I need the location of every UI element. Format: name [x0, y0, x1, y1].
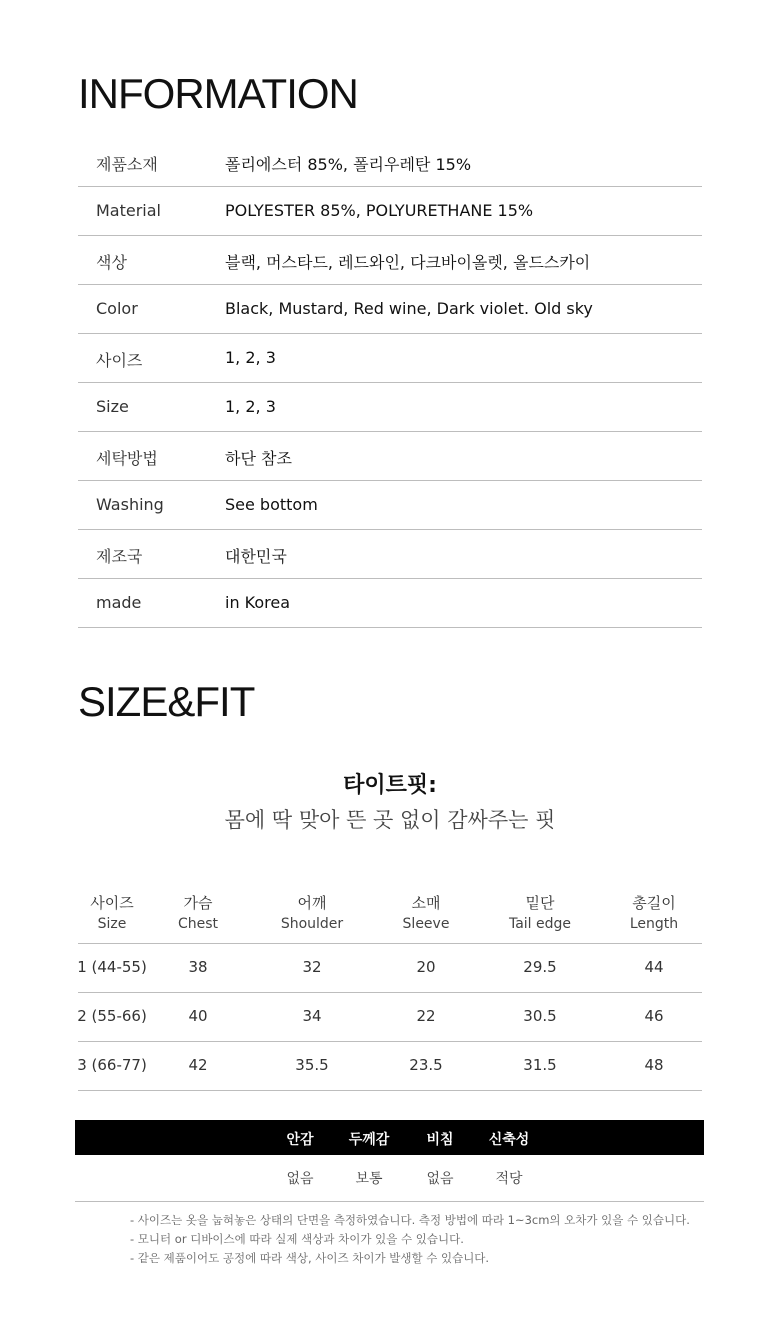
info-value: 1, 2, 3	[225, 348, 276, 367]
info-key: 색상	[96, 253, 127, 272]
info-key: 사이즈	[96, 351, 143, 370]
size-notes	[130, 1212, 690, 1269]
info-value: 대한민국	[225, 547, 287, 566]
info-key: Material	[96, 201, 161, 220]
property-label-stretch: 신축성	[488, 1132, 530, 1148]
note-line: - 사이즈는 옷을 눕혀놓은 상태의 단면을 측정하였습니다. 측정 방법에 따라 1~3cm의 오차가 있을 수 있습니다.	[130, 1213, 690, 1227]
info-row-material-en	[78, 187, 702, 236]
table-cell: 30.5	[523, 1007, 557, 1025]
col-header-kr: 소매	[411, 894, 441, 912]
col-header-en: Chest	[177, 916, 219, 932]
table-cell: 20	[416, 958, 436, 976]
col-header-kr: 가슴	[183, 894, 213, 912]
info-row-size-kr	[78, 334, 702, 383]
col-header-kr: 어깨	[297, 894, 327, 912]
info-value: 하단 참조	[225, 449, 292, 468]
size-table-header	[78, 886, 702, 944]
size-table	[78, 886, 702, 1091]
info-key: made	[96, 593, 142, 612]
table-cell: 2 (55-66)	[77, 1007, 147, 1025]
table-cell: 40	[188, 1007, 208, 1025]
info-key: Color	[96, 299, 138, 318]
info-key: Washing	[96, 495, 164, 514]
table-cell: 46	[644, 1007, 664, 1025]
table-cell: 48	[644, 1056, 664, 1074]
info-row-color-kr	[78, 236, 702, 285]
info-row-origin-kr	[78, 530, 702, 579]
fit-heading: 타이트핏:	[343, 773, 437, 798]
info-key: 세탁방법	[96, 449, 158, 468]
col-header-en: Sleeve	[402, 916, 450, 932]
table-cell: 38	[188, 958, 208, 976]
information-title: INFORMATION	[78, 70, 358, 117]
information-table	[78, 138, 702, 628]
property-label-lining: 안감	[286, 1132, 314, 1148]
table-cell: 22	[416, 1007, 436, 1025]
info-value: See bottom	[225, 495, 318, 514]
note-line: - 같은 제품이어도 공정에 따라 색상, 사이즈 차이가 발생할 수 있습니다.	[130, 1251, 490, 1265]
fabric-properties-values	[75, 1155, 704, 1202]
info-key: 제조국	[96, 547, 143, 566]
table-cell: 3 (66-77)	[77, 1056, 147, 1074]
col-header-en: Shoulder	[280, 916, 344, 932]
info-row-washing-en	[78, 481, 702, 530]
col-header-kr: 사이즈	[90, 894, 134, 912]
fabric-properties-header	[75, 1120, 704, 1155]
col-header-kr: 총길이	[632, 894, 676, 912]
table-cell: 32	[302, 958, 322, 976]
table-cell: 44	[644, 958, 664, 976]
info-value: 폴리에스터 85%, 폴리우레탄 15%	[225, 155, 472, 174]
info-value: 블랙, 머스타드, 레드와인, 다크바이올렛, 올드스카이	[225, 253, 591, 272]
table-cell: 1 (44-55)	[77, 958, 147, 976]
info-value: POLYESTER 85%, POLYURETHANE 15%	[225, 201, 534, 220]
info-row-size-en	[78, 383, 702, 432]
table-cell: 31.5	[523, 1056, 557, 1074]
table-row	[78, 1042, 702, 1091]
col-header-en: Tail edge	[508, 916, 572, 932]
property-value-thickness: 보통	[355, 1171, 383, 1187]
info-key: Size	[96, 397, 129, 416]
property-value-stretch: 적당	[495, 1171, 523, 1187]
property-label-thickness: 두께감	[348, 1132, 390, 1148]
col-header-en: Size	[97, 916, 127, 932]
col-header-en: Length	[629, 916, 679, 932]
property-label-sheerness: 비침	[426, 1132, 454, 1148]
info-row-washing-kr	[78, 432, 702, 481]
info-value: in Korea	[225, 593, 291, 612]
table-row	[78, 993, 702, 1042]
info-key: 제품소재	[96, 155, 158, 174]
table-cell: 42	[188, 1056, 208, 1074]
info-row-color-en	[78, 285, 702, 334]
fit-description: 몸에 딱 맞아 뜬 곳 없이 감싸주는 핏	[224, 808, 556, 832]
info-row-origin-en	[78, 579, 702, 628]
table-cell: 23.5	[409, 1056, 443, 1074]
property-value-lining: 없음	[286, 1171, 314, 1187]
col-header-kr: 밑단	[525, 894, 555, 912]
size-fit-title: SIZE&FIT	[78, 678, 255, 725]
info-row-material-kr	[78, 138, 702, 187]
table-cell: 34	[302, 1007, 322, 1025]
table-row	[78, 944, 702, 993]
table-cell: 29.5	[523, 958, 557, 976]
table-cell: 35.5	[295, 1056, 329, 1074]
info-value: Black, Mustard, Red wine, Dark violet. Old sky	[225, 299, 593, 318]
info-value: 1, 2, 3	[225, 397, 276, 416]
property-value-sheerness: 없음	[426, 1171, 454, 1187]
note-line: - 모니터 or 디바이스에 따라 실제 색상과 차이가 있을 수 있습니다.	[130, 1232, 464, 1246]
